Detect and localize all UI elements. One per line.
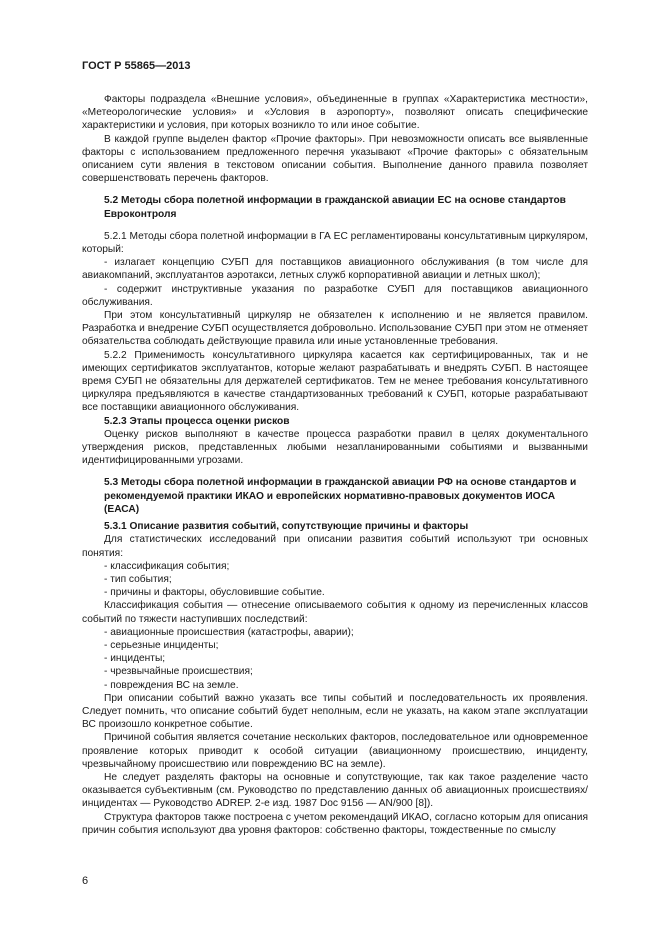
page-number: 6 [82,875,89,887]
list-item: - повреждения ВС на земле. [104,679,239,691]
list-item: - чрезвычайные происшествия; [104,666,253,678]
paragraph: Классификация события — отнесение описываемого события к одному из перечисленных классов событий по тяжести наступивших последствий: [82,600,588,625]
paragraph: Структура факторов также построена с учетом рекомендаций ИКАО, согласно которым для описания причин события используют два уровня факторов: собственно факторы, тождественные по смыслу [82,811,588,836]
list-item: - излагает концепцию СУБП для поставщиков авиационного обслуживания (в том числе для авиакомпаний, эксплуатантов аэротакси, летных служб корпоративной авиации и летных школ); [82,257,588,282]
paragraph: Для статистических исследований при описании развития событий используют три основных понятия: [82,534,588,559]
paragraph: Не следует разделять факторы на основные и сопутствующие, так как такое разделение часто оказывается субъективным (см. Руководство по представлению данных об авиационных происшествиях/инцидентах — Руководство ADREP. 2-е изд. 1987 Doc 9156 — AN/900 [8]). [82,771,588,810]
paragraph: При этом консультативный циркуляр не обязателен к исполнению и не является правилом. Разработка и внедрение СУБП осуществляется добровольно. Использование СУБП при этом не отменяет обязательства соблюдать действующие правила или иные установленные требования. [82,310,588,348]
list-item: - классификация события; [104,560,230,572]
paragraph: При описании событий важно указать все типы событий и последовательность их проявления. Следует помнить, что описание событий будет неполным, если не указать, на каком этапе эксплуатации ВС произошло конкретное событие. [82,692,588,731]
document-header: ГОСТ Р 55865—2013 [82,60,191,72]
list-item: - инциденты; [104,653,166,665]
document-body [82,93,588,837]
paragraph: В каждой группе выделен фактор «Прочие факторы». При невозможности описать все выявленные факторы с использованием предложенного перечня указывают «Прочие факторы» с обязательным описанием сути явления в текстовом описании события. Выполнение данного правила позволяет совершенствовать перечень факторов. [82,133,588,185]
list-item: - содержит инструктивные указания по разработке СУБП для поставщиков авиационного обслуживания. [82,283,588,308]
paragraph: 5.2.1 Методы сбора полетной информации в ГА ЕС регламентированы консультативным циркуляром, который: [82,230,588,256]
list-item: - причины и факторы, обусловившие событие. [104,587,325,599]
list-item: - тип события; [104,573,172,585]
paragraph: Оценку рисков выполняют в качестве процесса разработки правил в целях документального утверждения рисков, представленных любыми незапланированными событиями и вызванными идентифицированными угрозами. [82,428,588,467]
section-heading-5-2: 5.2 Методы сбора полетной информации в гражданской авиации ЕС на основе стандартов Евроконтроля [104,195,566,220]
section-heading-5-2-3: 5.2.3 Этапы процесса оценки рисков [104,415,290,427]
paragraph: Причиной события является сочетание нескольких факторов, последовательное или одновременное проявление которых приводит к особой ситуации (авиационному происшествию, инциденту, чрезвычайному происшествию или повреждению ВС на земле). [82,732,588,770]
list-item: - серьезные инциденты; [104,639,219,651]
paragraph: 5.2.2 Применимость консультативного циркуляра касается как сертифицированных, так и не имеющих сертификатов эксплуатантов, которые желают разрабатывать и внедрять СУБП. В настоящее время СУБП не обязательны для держателей сертификатов. Тем не менее требования консультативного циркуляра предъявляются в качестве стандартизованных требований к СУБП, которые разрабатывают все поставщики авиационного обслуживания. [82,349,588,414]
section-heading-5-3-1: 5.3.1 Описание развития событий, сопутствующие причины и факторы [104,521,469,533]
paragraph: Факторы подраздела «Внешние условия», объединенные в группах «Характеристика местности», «Метеорологические условия» и «Условия в аэропорту», позволяют описать специфические характеристики и условия, при которых возникло то или иное событие. [82,94,588,132]
list-item: - авиационные происшествия (катастрофы, аварии); [104,626,354,638]
section-heading-5-3: 5.3 Методы сбора полетной информации в гражданской авиации РФ на основе стандартов и рекомендуемой практики ИКАО и европейских нормативно-правовых документов ИОСА (ЕАСА) [104,477,577,515]
